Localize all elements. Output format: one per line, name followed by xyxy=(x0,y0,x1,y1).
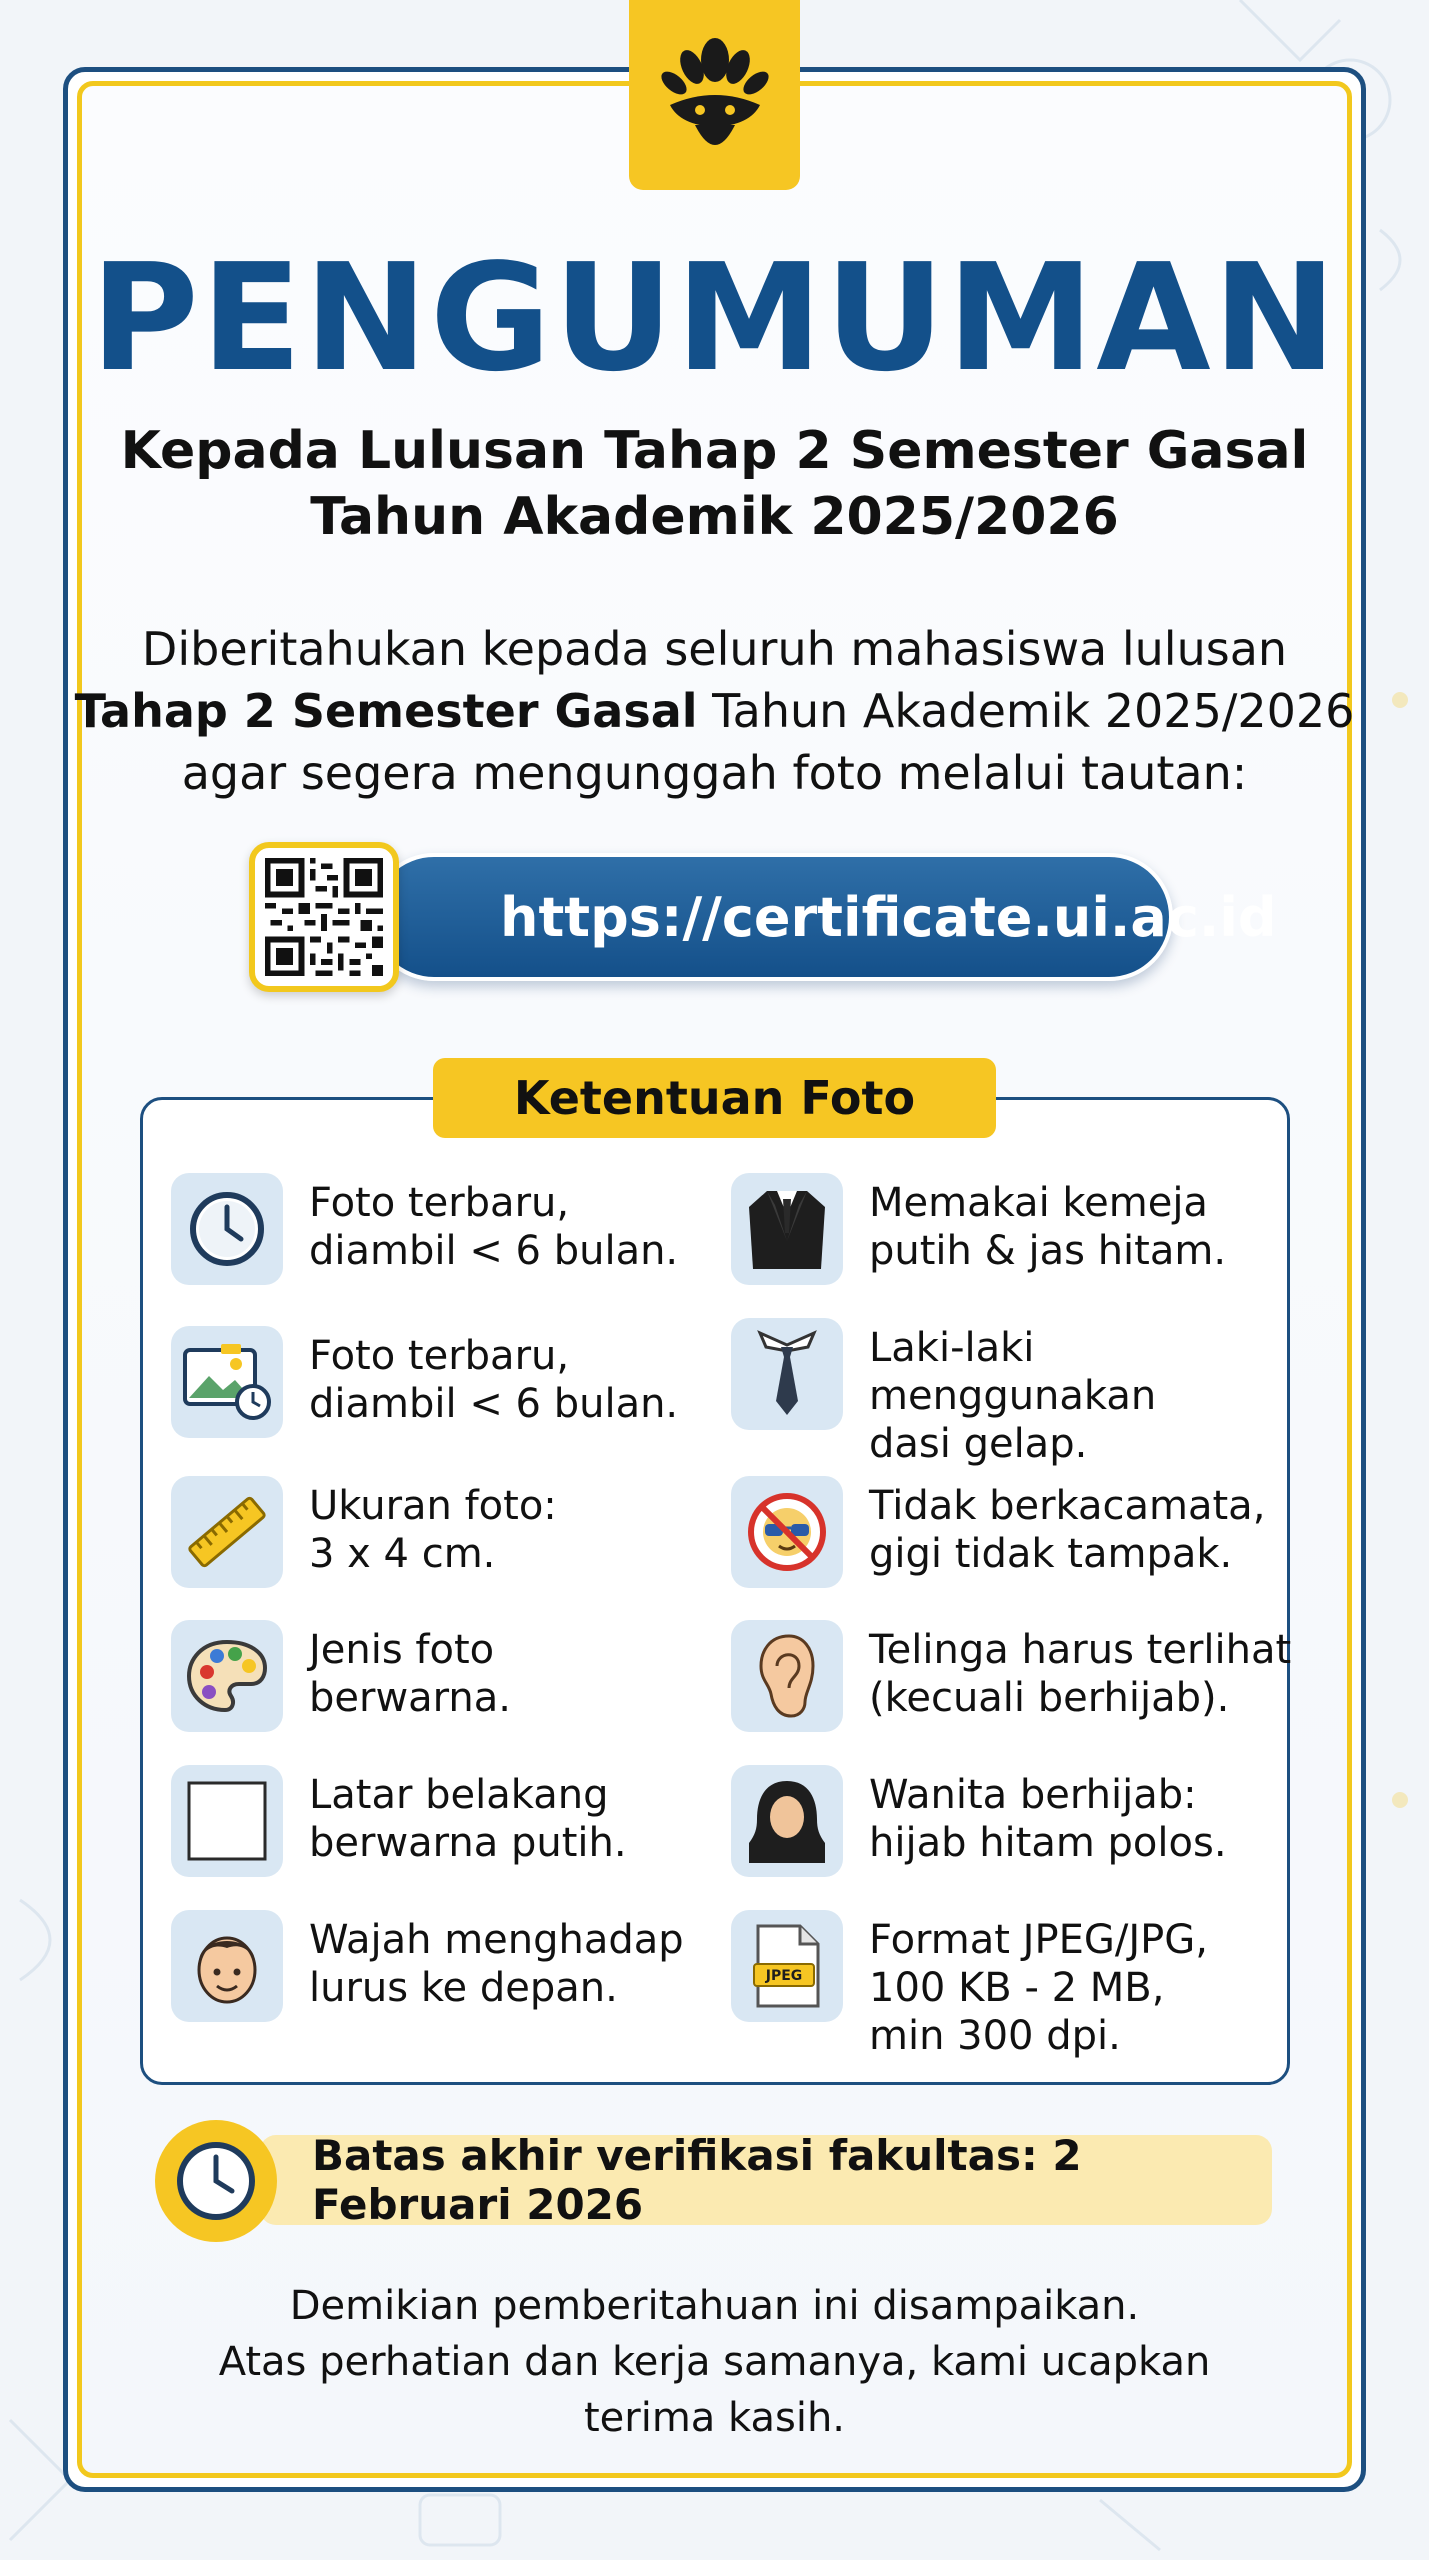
requirement-item xyxy=(731,1910,1208,2060)
intro-line-2-rest: Tahun Akademik 2025/2026 xyxy=(697,684,1355,738)
requirement-text: Wanita berhijab: hijab hitam polos. xyxy=(869,1772,1227,1866)
requirement-text: Memakai kemeja putih & jas hitam. xyxy=(869,1180,1227,1274)
closing-line-2: Atas perhatian dan kerja samanya, kami ucapkan xyxy=(218,2339,1211,2385)
requirement-text: Jenis foto berwarna. xyxy=(309,1627,511,1721)
requirement-text: Wajah menghadap lurus ke depan. xyxy=(309,1917,684,2011)
requirement-text: Format JPEG/JPG, 100 KB - 2 MB, min 300 dpi. xyxy=(869,1917,1208,2059)
ruler-icon xyxy=(171,1476,283,1588)
intro-paragraph xyxy=(0,618,1429,804)
intro-line-2 xyxy=(0,680,1429,742)
requirement-item xyxy=(731,1476,1265,1588)
closing-line-1: Demikian pemberitahuan ini disampaikan. xyxy=(289,2283,1140,2329)
certificate-link-button[interactable] xyxy=(370,853,1277,981)
subtitle-line-1: Kepada Lulusan Tahap 2 Semester Gasal xyxy=(120,421,1309,481)
closing-line-3: terima kasih. xyxy=(583,2395,846,2441)
requirement-text: Telinga harus terlihat (kecuali berhijab). xyxy=(869,1627,1292,1721)
certificate-url[interactable]: https://certificate.ui.ac.id xyxy=(500,885,1277,949)
palette-icon xyxy=(171,1620,283,1732)
requirement-item xyxy=(171,1620,511,1732)
subtitle-line-2: Tahun Akademik 2025/2026 xyxy=(310,487,1119,547)
qr-code[interactable] xyxy=(249,842,399,992)
photo-icon xyxy=(171,1326,283,1438)
requirement-item xyxy=(171,1173,678,1285)
requirement-item xyxy=(171,1910,684,2022)
requirement-text: Laki-laki menggunakan dasi gelap. xyxy=(869,1325,1157,1467)
deadline-text: Batas akhir verifikasi fakultas: 2 Februari 2026 xyxy=(312,2131,1082,2229)
requirement-text: Tidak berkacamata, gigi tidak tampak. xyxy=(869,1483,1266,1577)
intro-line-3: agar segera mengunggah foto melalui tautan: xyxy=(181,746,1248,800)
page-title: PENGUMUMAN xyxy=(90,232,1339,404)
white-square-icon xyxy=(171,1765,283,1877)
deadline-banner xyxy=(260,2131,1272,2229)
no-glasses-icon xyxy=(731,1476,843,1588)
requirements-title: Ketentuan Foto xyxy=(433,1058,996,1138)
university-emblem xyxy=(629,0,800,190)
requirement-text: Ukuran foto: 3 x 4 cm. xyxy=(309,1483,557,1577)
requirement-text: Foto terbaru, diambil < 6 bulan. xyxy=(309,1333,679,1427)
qr-code-icon xyxy=(265,858,383,976)
suit-icon xyxy=(731,1173,843,1285)
requirement-item xyxy=(171,1476,557,1588)
deadline-clock-icon xyxy=(155,2120,277,2242)
intro-line-1: Diberitahukan kepada seluruh mahasiswa lulusan xyxy=(141,622,1288,676)
jpeg-badge-label: JPEG xyxy=(765,1968,803,1984)
ear-icon xyxy=(731,1620,843,1732)
face-icon xyxy=(171,1910,283,2022)
requirement-text: Foto terbaru, diambil < 6 bulan. xyxy=(309,1180,679,1274)
clock-icon xyxy=(171,1173,283,1285)
requirement-item xyxy=(171,1326,678,1438)
requirement-item xyxy=(731,1318,1156,1468)
jpeg-file-icon xyxy=(731,1910,843,2022)
requirement-item xyxy=(731,1620,1291,1732)
announcement-subtitle xyxy=(0,418,1429,550)
requirement-text: Latar belakang berwarna putih. xyxy=(309,1772,627,1866)
closing-paragraph xyxy=(0,2278,1429,2446)
requirement-item xyxy=(731,1765,1227,1877)
intro-bold-phrase: Tahap 2 Semester Gasal xyxy=(74,684,698,738)
hijab-icon xyxy=(731,1765,843,1877)
requirement-item xyxy=(171,1765,627,1877)
requirement-item xyxy=(731,1173,1226,1285)
tie-icon xyxy=(731,1318,843,1430)
